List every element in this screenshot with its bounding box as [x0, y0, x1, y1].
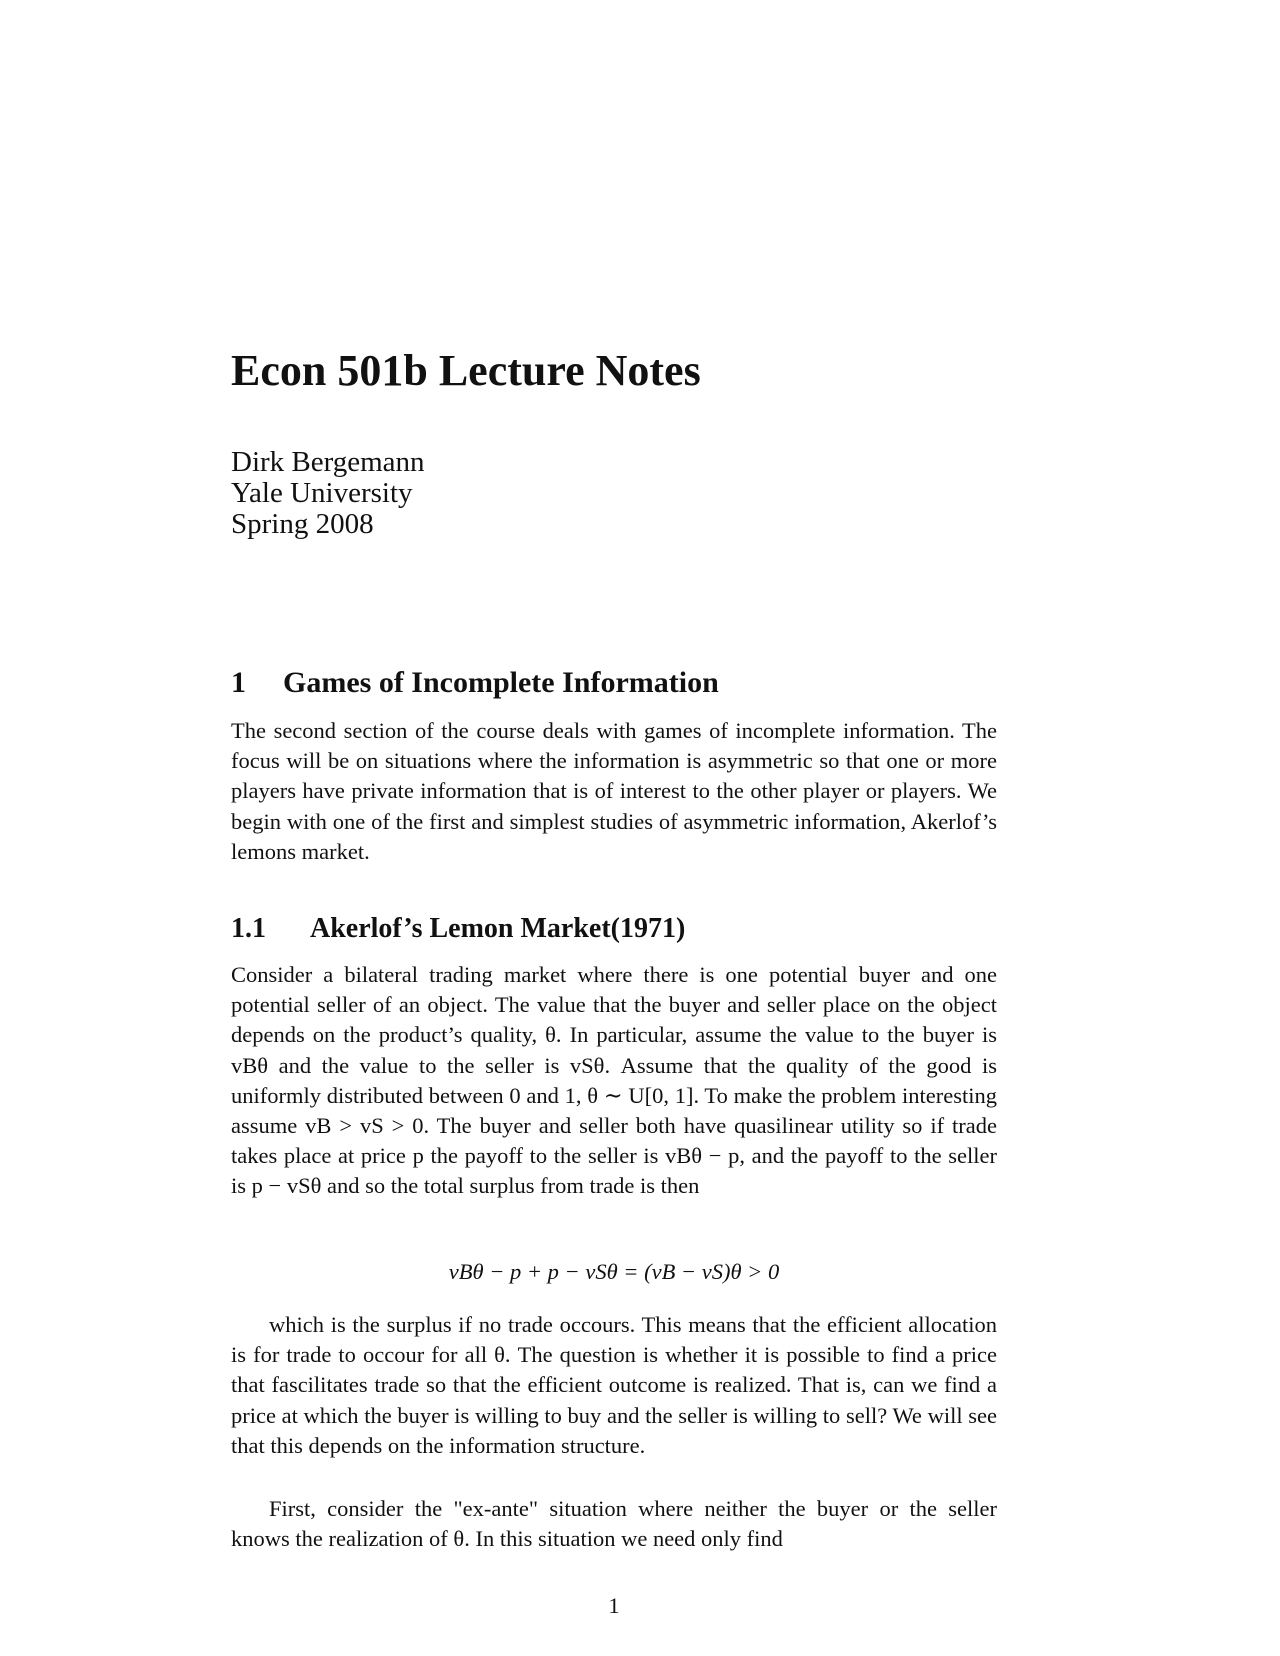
display-equation: vBθ − p + p − vSθ = (vB − vS)θ > 0 [448, 1259, 780, 1284]
subsection-paragraph-1: Consider a bilateral trading market where there is one potential buyer and one potential seller of an object. The value that the buyer and seller place on the object depends on the product’s quality, θ. In particular, assume the value to the buyer is vBθ and the value to the seller is vSθ. Assume that the quality of the good is uniformly distributed between 0 and 1, θ ∼ U[0, 1]. To make the problem interesting assume vB > vS > 0. The buyer and seller both have quasilinear utility so if trade takes place at price p the payoff to the seller is vBθ − p, and the payoff to the seller is p − vSθ and so the total surplus from trade is then [231, 962, 997, 1199]
term: Spring 2008 [231, 508, 374, 540]
author-block [231, 447, 425, 540]
subsection-number: 1.1 [231, 913, 266, 944]
section-title: Games of Incomplete Information [283, 666, 719, 699]
section-heading [231, 665, 719, 701]
section-number: 1 [231, 666, 246, 699]
subsection-title: Akerlof’s Lemon Market(1971) [310, 913, 686, 944]
subsection-paragraph-2: which is the surplus if no trade occours. This means that the efficient allocation is for trade to occour for all θ. The question is whether it is possible to find a price that fascilitates trade so that the efficient outcome is realized. That is, can we find a price at which the buyer is willing to buy and the seller is willing to sell? We will see that this depends on the information structure. [231, 1312, 997, 1458]
document-title: Econ 501b Lecture Notes [231, 346, 701, 395]
subsection-paragraph-3: First, consider the "ex-ante" situation where neither the buyer or the seller knows the realization of θ. In this situation we need only find [231, 1496, 997, 1552]
section-1-paragraph: The second section of the course deals with games of incomplete information. The focus will be on situations where the information is asymmetric so that one or more players have private information that is of interest to the other player or players. We begin with one of the first and simplest studies of asymmetric information, Akerlof’s lemons market. [231, 718, 997, 864]
author-name: Dirk Bergemann [231, 446, 425, 478]
page-number: 1 [608, 1593, 620, 1618]
author-affiliation: Yale University [231, 477, 413, 509]
subsection-heading [231, 912, 685, 946]
